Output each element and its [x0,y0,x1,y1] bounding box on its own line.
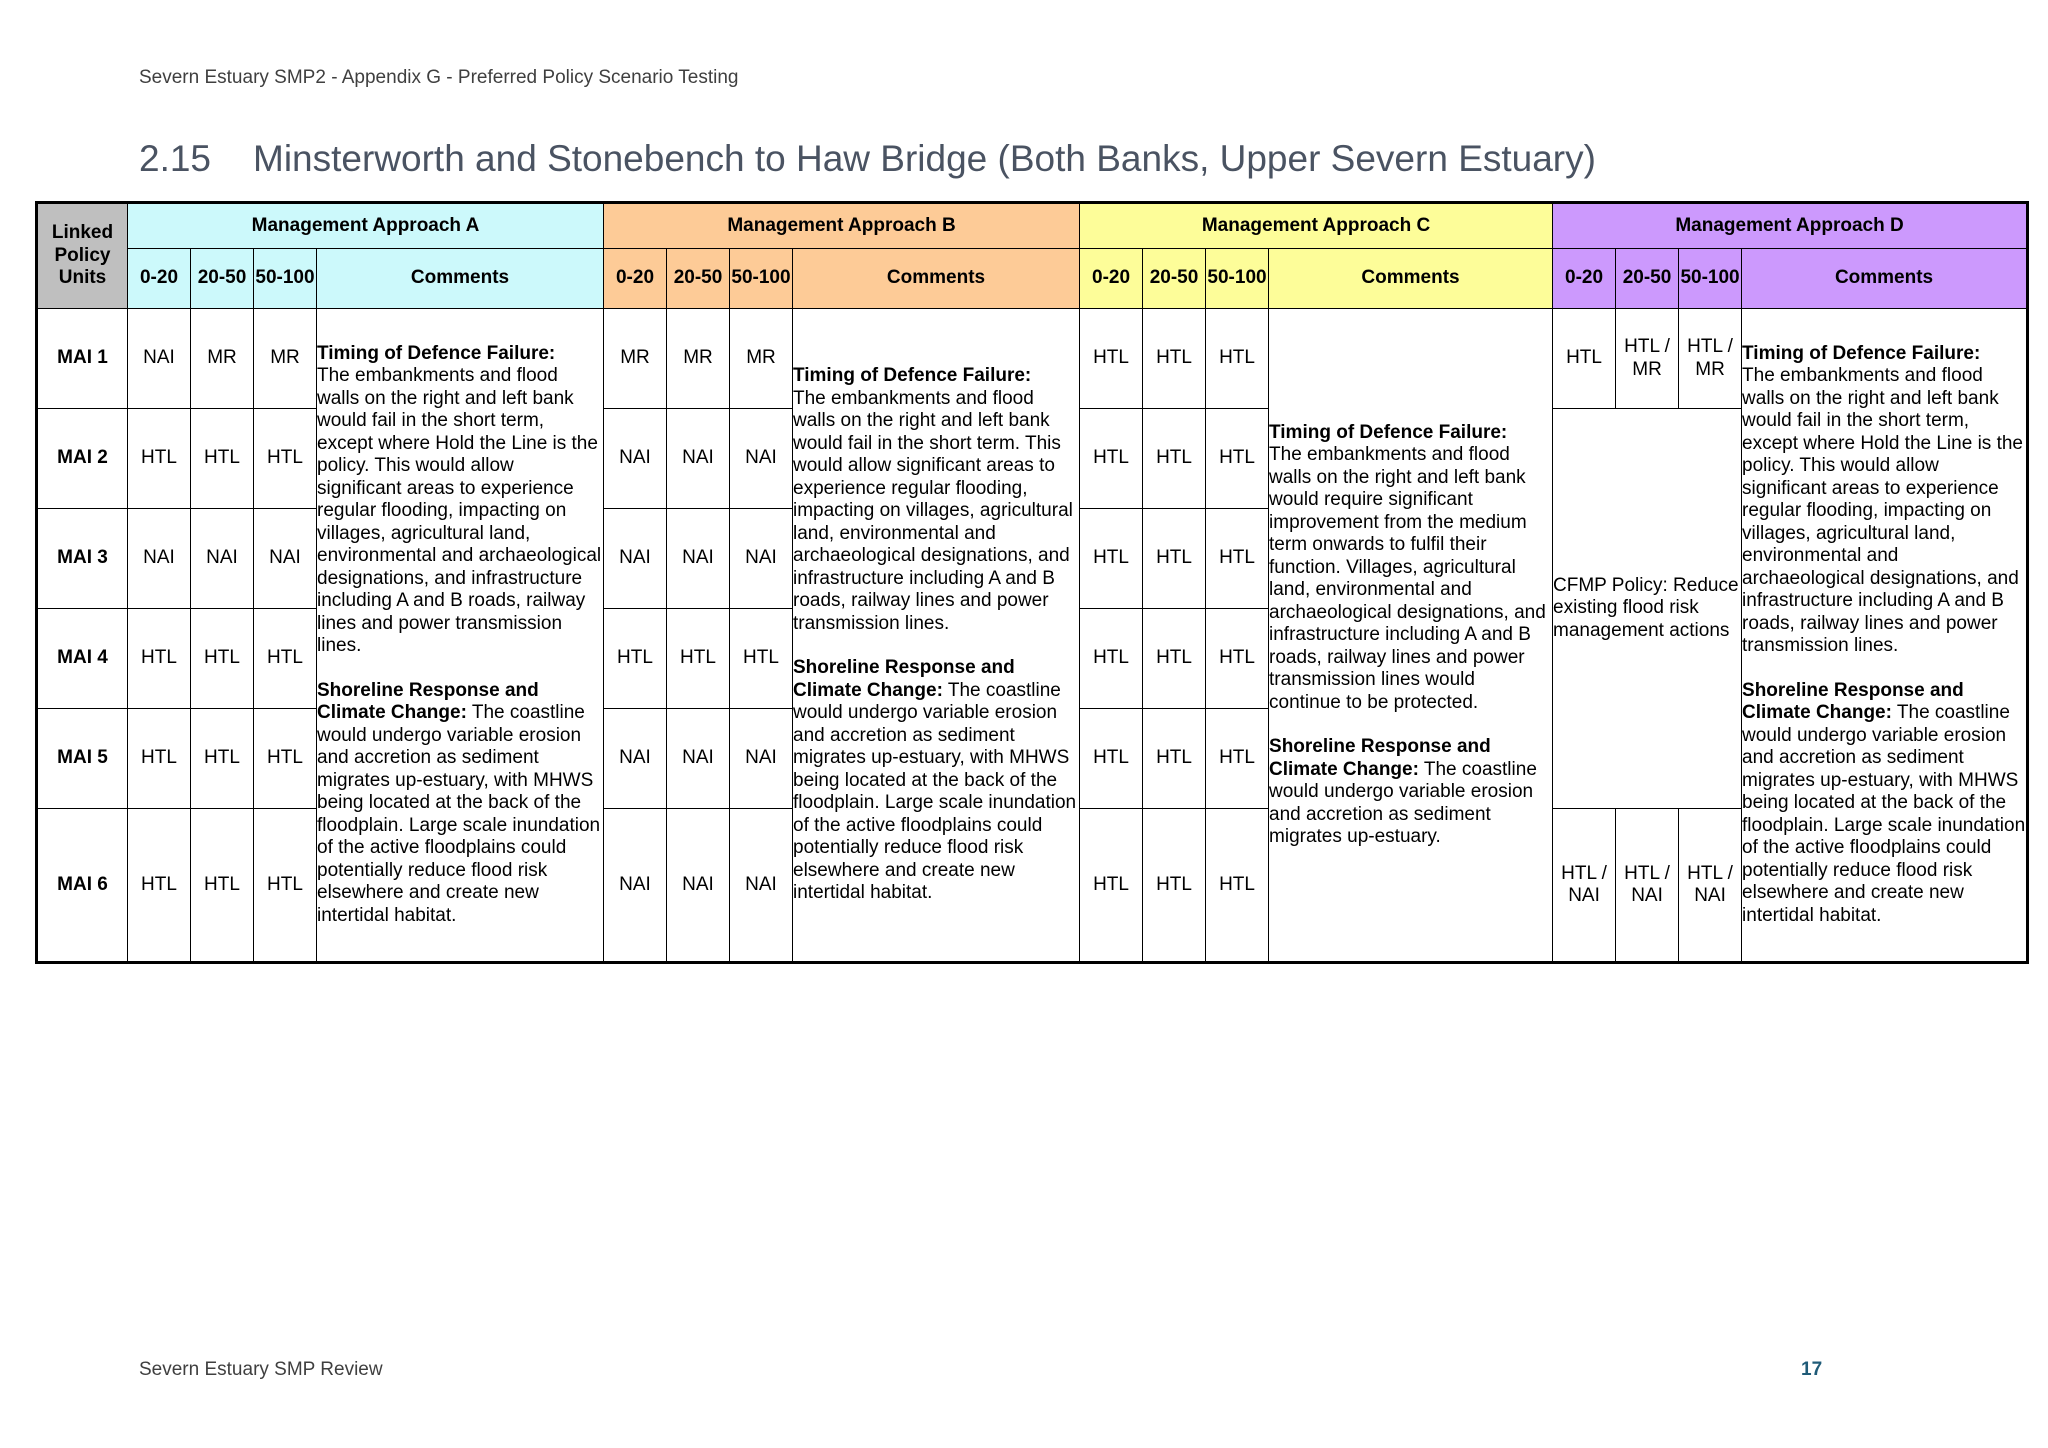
comment-text: The coastline would undergo variable erosion and accretion as sediment migrates up-estuary, with MHWS being located at the back of the floodplain. Large scale inundation of the active floodplains could potentially reduce flood risk elsewhere and create new intertidal habitat. [1742,702,2026,926]
running-footer: Severn Estuary SMP Review [139,1359,383,1380]
policy-value: NAI [128,509,191,609]
policy-value: HTL [730,609,793,709]
period-header: 20-50 [1616,249,1679,309]
policy-value: NAI [191,509,254,609]
policy-value: HTL [1206,709,1269,809]
policy-value: HTL [1143,509,1206,609]
comment-text: The embankments and flood walls on the right and left bank would require significant improvement from the medium term onwards to fulfil their function. Villages, agricultural land, environmental and archaeological designations, and infrastructure including A and B roads, railway lines and power transmission lines would continue to be protected. [1269,444,1546,713]
policy-value: HTL [1143,409,1206,509]
approach-c-comments [1269,309,1553,963]
comment-heading: Shoreline Response and Climate Change: [793,657,1015,701]
policy-value: HTL [191,609,254,709]
policy-value: MR [730,309,793,409]
unit-label: MAI 2 [37,409,128,509]
policy-value: HTL [254,409,317,509]
running-header: Severn Estuary SMP2 - Appendix G - Preferred Policy Scenario Testing [139,67,739,88]
policy-value: MR [254,309,317,409]
policy-value: HTL [1143,809,1206,963]
approach-d-header: Management Approach D [1553,203,2028,249]
policy-value: HTL [1206,309,1269,409]
policy-value: HTL [1080,509,1143,609]
policy-value: NAI [667,809,730,963]
policy-value: HTL [191,709,254,809]
policy-value: HTL [191,409,254,509]
comments-header: Comments [793,249,1080,309]
policy-value: HTL / MR [1679,309,1742,409]
comment-text: The coastline would undergo variable erosion and accretion as sediment migrates up-estuary. [1269,758,1537,847]
unit-label: MAI 3 [37,509,128,609]
policy-value: NAI [667,709,730,809]
approach-a-header: Management Approach A [128,203,604,249]
approach-a-comments [317,309,604,963]
policy-value: HTL [254,809,317,963]
unit-label: MAI 6 [37,809,128,963]
policy-value: NAI [730,509,793,609]
policy-value: NAI [667,409,730,509]
unit-label: MAI 4 [37,609,128,709]
section-number: 2.15 [139,138,212,179]
policy-value: NAI [254,509,317,609]
cfmp-policy-note: CFMP Policy: Reduce existing flood risk management actions [1553,409,1742,809]
period-header: 20-50 [667,249,730,309]
comments-header: Comments [317,249,604,309]
policy-value: HTL [128,809,191,963]
policy-value: HTL [191,809,254,963]
policy-value: HTL [1206,809,1269,963]
policy-value: HTL [1080,809,1143,963]
policy-value: HTL [1206,609,1269,709]
comment-text: The embankments and flood walls on the right and left bank would fail in the short term, except where Hold the Line is the policy. This would allow significant areas to experience regular flooding, impacting on villages, agricultural land, environmental and archaeological designations, and infrastructure including A and B roads, railway lines and power transmission lines. [1742,365,2023,657]
comment-text: The embankments and flood walls on the right and left bank would fail in the short term. This would allow significant areas to experience regular flooding, impacting on villages, agricultural land, environmental and archaeological designations, and infrastructure including A and B roads, railway lines and power transmission lines. [793,387,1073,634]
policy-value: NAI [604,709,667,809]
period-header: 0-20 [128,249,191,309]
comment-heading: Timing of Defence Failure: [317,342,556,364]
section-title [139,138,1596,180]
policy-value: HTL [604,609,667,709]
policy-value: MR [667,309,730,409]
policy-value: NAI [604,409,667,509]
period-header: 50-100 [730,249,793,309]
comment-text: The coastline would undergo variable erosion and accretion as sediment migrates up-estuary, with MHWS being located at the back of the floodplain. Large scale inundation of the active floodplains could potentially reduce flood risk elsewhere and create new intertidal habitat. [793,679,1077,904]
policy-value: HTL [1080,309,1143,409]
comment-text: The embankments and flood walls on the right and left bank would fail in the short term, except where Hold the Line is the policy. This would allow significant areas to experience regular flooding, impacting on villages, agricultural land, environmental and archaeological designations, and infrastructure including A and B roads, railway lines and power transmission lines. [317,365,602,657]
linked-policy-units-header: Linked Policy Units [37,203,128,309]
approach-d-comments [1742,309,2028,963]
comment-text: The coastline would undergo variable erosion and accretion as sediment migrates up-estuary, with MHWS being located at the back of the floodplain. Large scale inundation of the active floodplains could potentially reduce flood risk elsewhere and create new intertidal habitat. [317,702,601,926]
approach-c-header: Management Approach C [1080,203,1553,249]
policy-value: HTL [254,609,317,709]
period-header: 0-20 [1553,249,1616,309]
policy-value: HTL [667,609,730,709]
policy-value: NAI [730,809,793,963]
comment-heading: Shoreline Response and Climate Change: [317,679,539,724]
policy-value: HTL / NAI [1679,809,1742,963]
policy-value: HTL [254,709,317,809]
policy-value: HTL / MR [1616,309,1679,409]
unit-label: MAI 1 [37,309,128,409]
policy-value: HTL [128,609,191,709]
policy-value: HTL [1080,609,1143,709]
policy-value: HTL / NAI [1553,809,1616,963]
policy-value: HTL [1553,309,1616,409]
policy-value: NAI [128,309,191,409]
comment-heading: Timing of Defence Failure: [1269,421,1508,443]
policy-value: HTL [1143,309,1206,409]
policy-value: HTL [1080,409,1143,509]
period-header: 50-100 [254,249,317,309]
approach-b-comments [793,309,1080,963]
policy-value: HTL [1080,709,1143,809]
policy-value: NAI [604,509,667,609]
policy-value: HTL / NAI [1616,809,1679,963]
period-header: 20-50 [191,249,254,309]
policy-value: HTL [1143,609,1206,709]
section-title-text: Minsterworth and Stonebench to Haw Bridge (Both Banks, Upper Severn Estuary) [253,138,1596,179]
comment-heading: Shoreline Response and Climate Change: [1742,679,1964,724]
policy-value: HTL [1206,409,1269,509]
policy-value: HTL [128,709,191,809]
policy-value: NAI [730,409,793,509]
policy-value: HTL [1206,509,1269,609]
unit-label: MAI 5 [37,709,128,809]
table-row [37,309,2028,409]
comment-heading: Timing of Defence Failure: [793,365,1032,387]
comment-heading: Shoreline Response and Climate Change: [1269,736,1491,780]
policy-value: HTL [1143,709,1206,809]
policy-value: HTL [128,409,191,509]
comments-header: Comments [1269,249,1553,309]
policy-value: NAI [604,809,667,963]
policy-value: MR [604,309,667,409]
comment-heading: Timing of Defence Failure: [1742,342,1981,364]
period-header: 0-20 [604,249,667,309]
policy-value: NAI [667,509,730,609]
approach-b-header: Management Approach B [604,203,1080,249]
period-header: 50-100 [1206,249,1269,309]
policy-value: NAI [730,709,793,809]
period-header: 20-50 [1143,249,1206,309]
period-header: 0-20 [1080,249,1143,309]
policy-scenario-table [35,201,2029,964]
policy-value: MR [191,309,254,409]
comments-header: Comments [1742,249,2028,309]
period-header: 50-100 [1679,249,1742,309]
page-number: 17 [1801,1359,1823,1380]
